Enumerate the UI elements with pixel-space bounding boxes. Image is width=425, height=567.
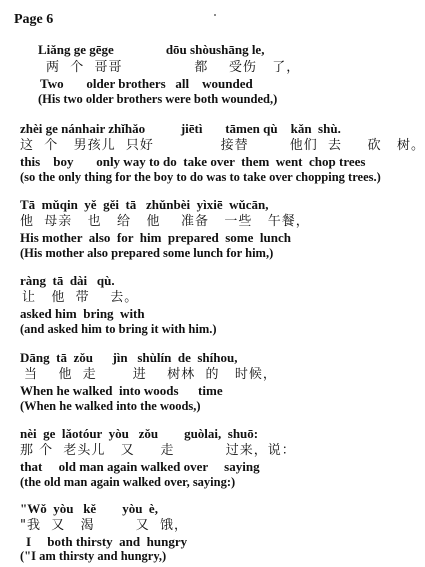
scan-speck — [214, 14, 216, 16]
translation-line: (His mother also prepared some lunch for him,) — [20, 246, 274, 260]
pinyin-line: zhèi ge nánhair zhǐhǎo jiētì tāmen qù kǎn shù. — [20, 121, 341, 136]
pinyin-line: ràng tā dài qù. — [20, 273, 115, 288]
translation-line: (so the only thing for the boy to do was to take over chopping trees.) — [20, 170, 381, 184]
pinyin-line: nèi ge lǎotóur yòu zǒu guòlai, shuō: — [20, 426, 259, 441]
hanzi-line: "我 又 渴 又 饿， — [20, 518, 188, 533]
translation-line: (When he walked into the woods,) — [20, 399, 201, 413]
pinyin-line: Liǎng ge gēge dōu shòushāng le, — [38, 42, 265, 57]
translation-line: (the old man again walked over, saying:) — [20, 475, 236, 489]
hanzi-line: 当 他 走 进 树林 的 时候， — [24, 367, 277, 382]
gloss-line: asked him bring with — [20, 306, 145, 321]
translation-line: ("I am thirsty and hungry,) — [20, 549, 167, 563]
hanzi-line: 让 他 带 去。 — [22, 290, 139, 305]
gloss-line: that old man again walked over saying — [20, 459, 260, 474]
gloss-line: When he walked into woods time — [20, 383, 223, 398]
gloss-line: His mother also for him prepared some lunch — [20, 230, 291, 245]
pinyin-line: "Wǒ yòu kě yòu è, — [20, 501, 158, 516]
translation-line: (and asked him to bring it with him.) — [20, 322, 217, 336]
pinyin-line: Dāng tā zǒu jìn shùlín de shíhou, — [20, 350, 238, 365]
pinyin-line: Tā mǔqin yě gěi tā zhǔnbèi yìxiē wǔcān, — [20, 197, 269, 212]
hanzi-line: 两 个 哥哥 都 受伤 了， — [46, 60, 301, 75]
translation-line: (His two older brothers were both wounded,) — [38, 92, 278, 106]
hanzi-line: 这 个 男孩儿 只好 接替 他们 去 砍 树。 — [20, 138, 425, 153]
page-label: Page 6 — [14, 12, 54, 27]
hanzi-line: 那 个 老头儿 又 走 过来，说： — [20, 443, 296, 458]
gloss-line: I both thirsty and hungry — [26, 534, 188, 549]
gloss-line: Two older brothers all wounded — [40, 76, 253, 91]
hanzi-line: 他 母亲 也 给 他 准备 一些 午餐， — [20, 214, 310, 229]
gloss-line: this boy only way to do take over them went chop trees — [20, 154, 366, 169]
